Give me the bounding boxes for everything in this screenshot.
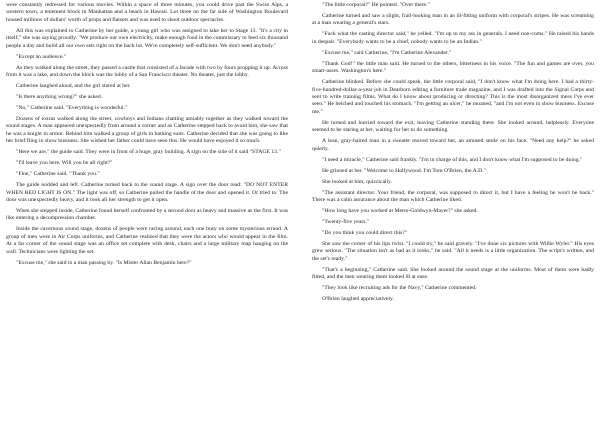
- right-column-paragraph: "Twenty-five years.": [322, 218, 370, 225]
- right-column-paragraph: "Thank God!" the little man said. He turned to the others, bitterness in his voice. "The fun and games are over, you smart-asses. Washington's here.": [312, 60, 594, 75]
- right-column-paragraph: "I need a miracle," Catherine said frankly. "I'm in charge of this, and I don't know what I'm supposed to be doing.": [322, 156, 583, 163]
- left-column-paragraph: All this was explained to Catherine by her guide, a young girl who was assigned to take her to Stage 13. "It's a city in itself," she was saying proudly. "We produce our own electricity, make enough food in the commissary to feed six thousand people a day and build all our own sets right on the back lot. We're completely self-sufficient. We don't need anybody.": [6, 27, 288, 49]
- right-column-paragraph: "Excuse me," said Catherine, "I'm Catherine Alexander.": [322, 49, 452, 56]
- right-column-paragraph: "The little corporal?" He pointed. "Over there.": [322, 2, 430, 8]
- right-column-paragraph: A lean, gray-haired man in a sweater moved toward her, an amused smile on his face. "Need any help?" he asked quietly.: [312, 138, 594, 152]
- left-column-paragraph: Catherine laughed aloud, and the girl stared at her.: [16, 83, 131, 90]
- right-column: [312, 2, 594, 307]
- left-column-paragraph: Inside the cavernous sound stage, dozens of people were racing around, each one busy on some mysterious errand. A group of men were in Air Corps uniforms, and Catherine realized that they were the actors who would appear in the film. At a far corner of the sound stage was an office set complete with desk, chairs and a large military map hanging on the wall. Technicians were lighting the set.: [6, 226, 288, 255]
- right-column-paragraph: O'Brien laughed appreciatively.: [322, 296, 394, 303]
- right-column-paragraph: She saw the corner of his lips twist. "I could try," he said gravely. "I've done six pictures with Willie Wyler." His eyes grew serious. "The situation isn't as bad as it looks," he said. "All it needs is a little organization. The script's written, and the set's ready.": [312, 240, 594, 262]
- left-column-paragraph: "No," Catherine said. "Everything is wonderful.": [16, 104, 128, 111]
- right-column-paragraph: "That's a beginning," Catherine said. She looked around the sound stage at the uniforms. Most of them were badly fitted, and the men wearing them looked ill at ease.: [312, 266, 594, 281]
- left-column-paragraph: "Fine," Catherine said. "Thank you.": [16, 171, 100, 178]
- left-column-paragraph: Dozens of extras walked along the street, cowboys and Indians chatting amiably together as they walked toward the sound stages. A man appeared unexpectedly from around a corner and as Catherine stepped back to avoid him, she saw that he was a knight in armor. Behind him walked a group of girls in bathing suits. Catherine decided that she was going to like her brief fling in show business. She wished her father could have seen this. He would have enjoyed it so much.: [6, 115, 288, 145]
- right-column-paragraph: "The assistant director. Your friend, the corporal, was supposed to direct it, but I have a feeling he won't be back." There was a calm assurance about the man which Catherine liked.: [312, 189, 594, 204]
- left-column-paragraph: "Is there anything wrong?" she asked.: [16, 94, 103, 101]
- right-column-paragraph: "Do you think you could direct this?": [322, 229, 408, 236]
- left-column-paragraph: The guide nodded and left. Catherine turned back to the sound stage. A sign over the door read: "DO NOT ENTER WHEN RED LIGHT IS ON." The light was off, so Catherine pulled the handle of the door and opened it. Or tried to. The door was unexpectedly heavy, and it took all her strength to get it open.: [6, 182, 288, 204]
- right-column-paragraph: "They look like recruiting ads for the Navy," Catherine commented.: [322, 285, 477, 292]
- right-column-paragraph: Catherine turned and saw a slight, frail-looking man in an ill-fitting uniform with corporal's stripes. He was screaming at a man wearing a general's stars.: [312, 12, 594, 27]
- left-column-paragraph: "Except an audience.": [16, 53, 67, 60]
- right-column-paragraph: "Fuck what the casting director said," he yelled. "I'm up to my ass in generals. I need non-coms." He raised his hands in despair. "Everybody wants to be a chief, nobody wants to be an Indian.": [312, 31, 594, 45]
- left-column-paragraph: When she stepped inside, Catherine found herself confronted by a second door as heavy and massive as the first. It was like entering a decompression chamber.: [6, 207, 288, 222]
- left-column-paragraph: "I'll leave you here. Will you be all right?": [16, 160, 113, 167]
- left-column-paragraph: were constantly redressed for various movies. Within a space of three minutes, you could drive past the Swiss Alps, a western town, a tenement block in Manhattan and a beach in Hawaii. Lot three on the far side of Washington Boulevard housed millions of dollars' worth of props and flatsets and was used to shoot outdoor spectacles.: [6, 2, 288, 23]
- right-column-paragraph: "How long have you worked at Metro-Goldwyn-Mayer?" she asked.: [322, 207, 478, 214]
- right-column-paragraph: He turned and hurried toward the exit, leaving Catherine standing there. She looked around, helplessly. Everyone seemed to be staring at her, waiting for her to do something.: [312, 119, 594, 134]
- right-column-paragraph: She looked at him, quizzically.: [322, 178, 393, 185]
- right-column-paragraph: Catherine blinked. Before she could speak, the little corporal said, "I don't know what I'm doing here. I had a thirty-five-hundred-dollar-a-year job in Dearborn editing a furniture trade magazine, and I was drafted into the Signal Corps and sent to write training films. What do I know about producing or directing? This is the most disorganized mess I've ever seen." He belched and touched his stomach. "I'm getting an ulcer," he moaned, "and I'm not even in show business. Excuse me.": [312, 79, 594, 115]
- left-column-paragraph: "Here we are," the guide said. They were in front of a huge, gray building. A sign on the side of it said "STAGE 13.": [16, 149, 281, 156]
- left-column-paragraph: As they walked along the street, they passed a castle that consisted of a facade with two by fours propping it up. Across from it was a lake, and down the block was the lobby of a San Francisco theater. No theater, just the lobby.: [6, 64, 288, 79]
- right-column-paragraph: He grinned at her. "Welcome to Hollywood. I'm Tom O'Brien, the A.D.": [322, 167, 487, 174]
- left-column-paragraph: "Excuse me," she said to a man passing by. "Is Mister Allan Benjamin here?": [16, 259, 192, 266]
- left-column: [6, 2, 288, 271]
